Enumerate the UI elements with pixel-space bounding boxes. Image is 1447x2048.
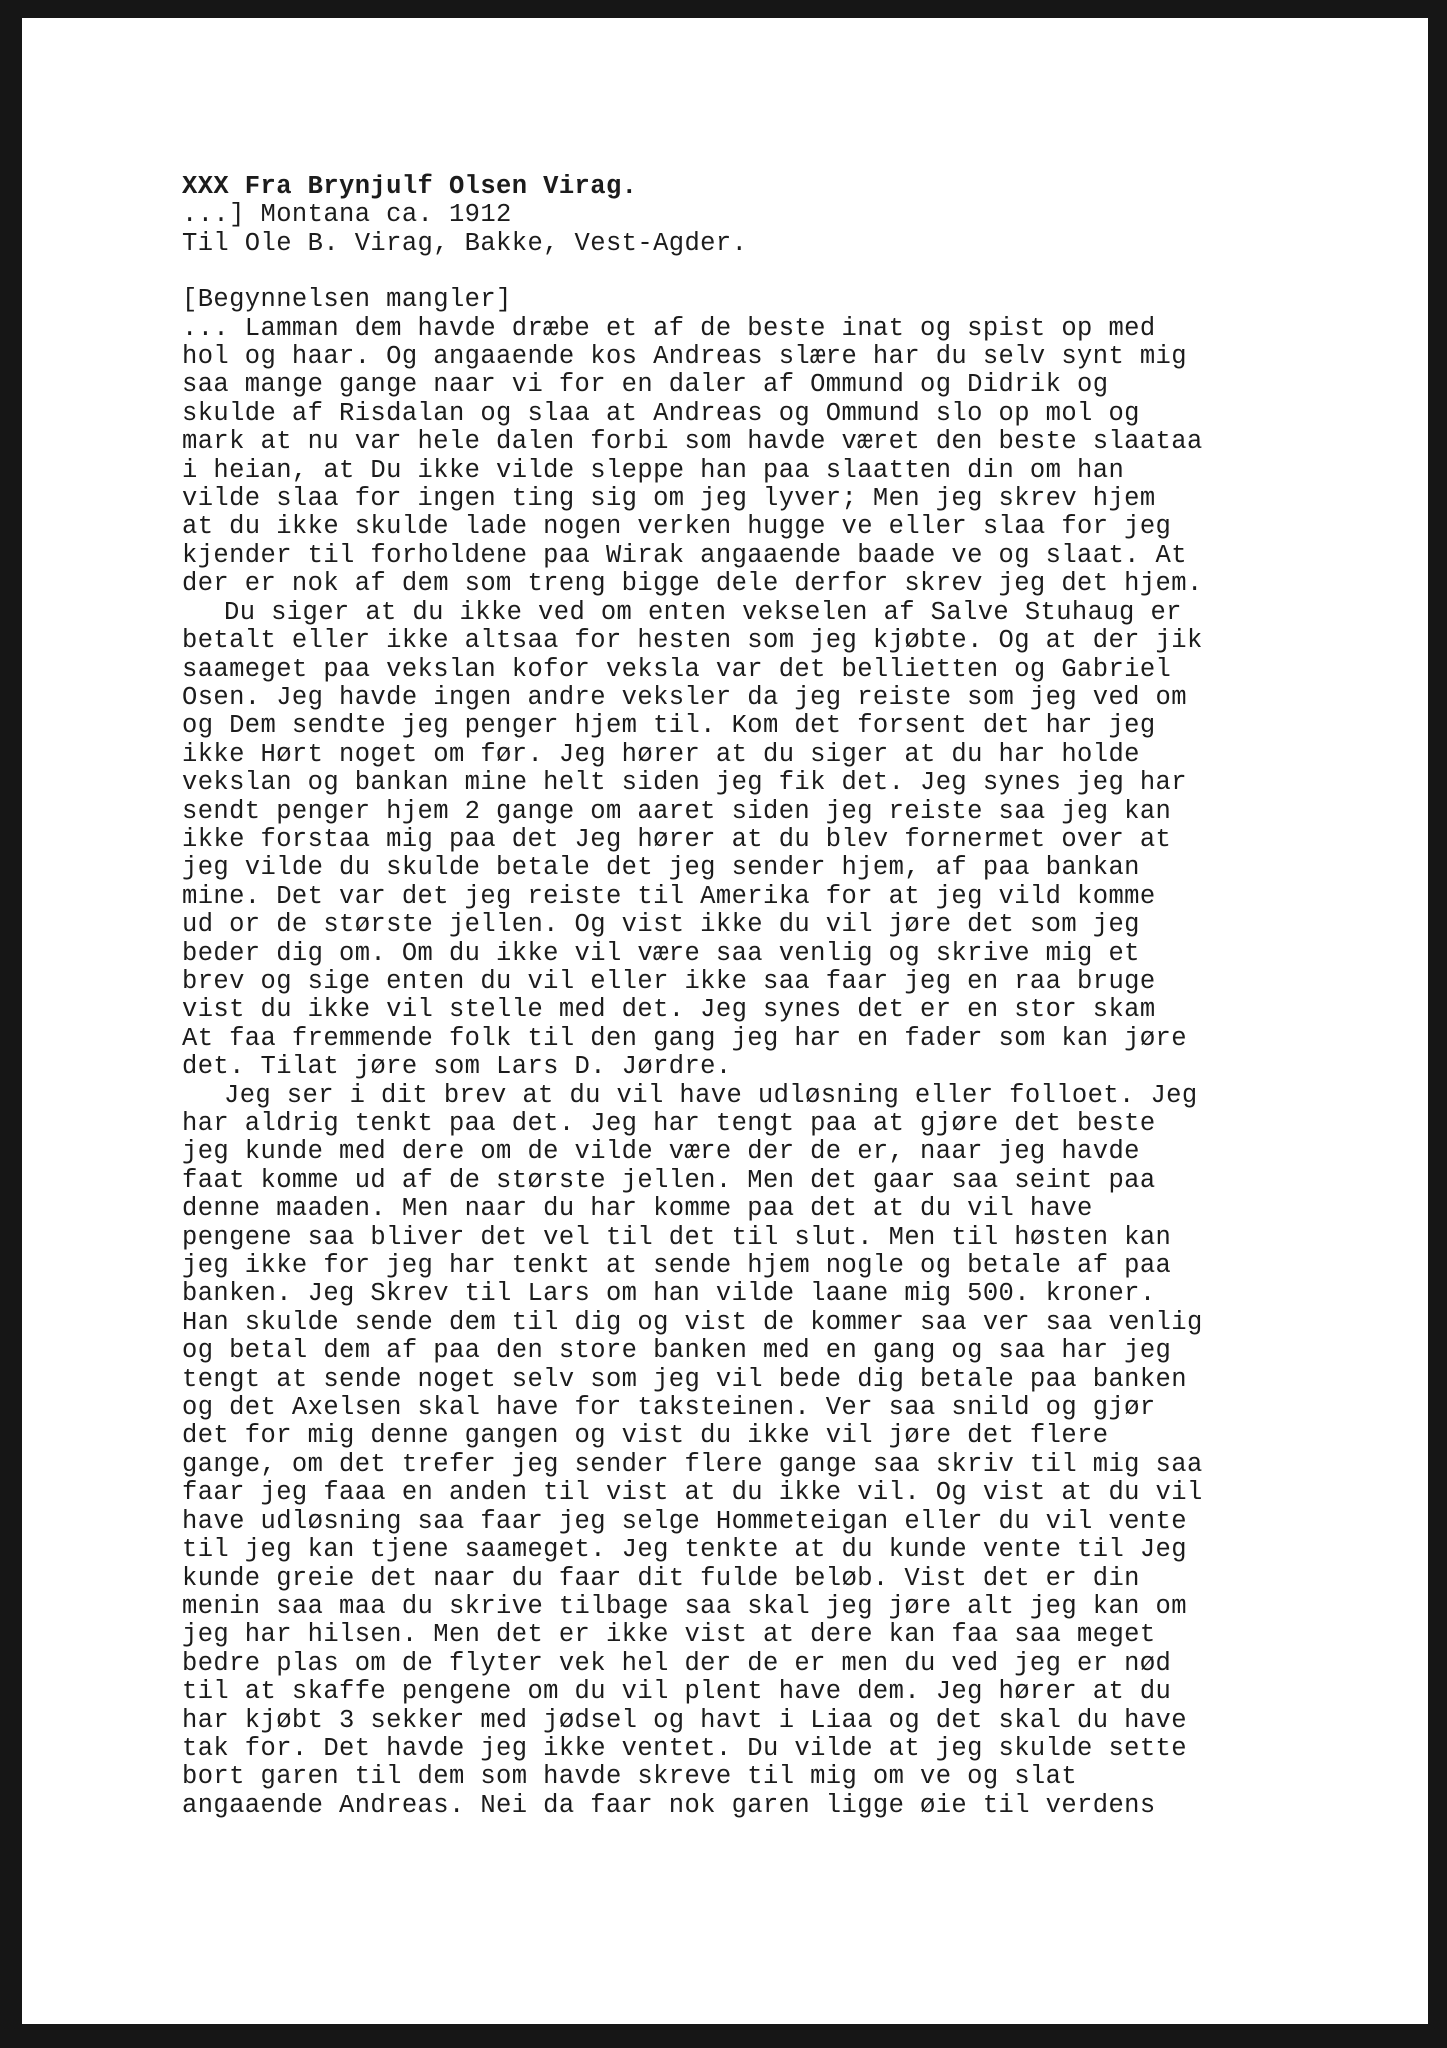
letter-line: og Dem sendte jeg penger hjem til. Kom det forsent det har jeg (182, 711, 1156, 741)
letter-line: tak for. Det havde jeg ikke ventet. Du vilde at jeg skulde sette (182, 1733, 1187, 1763)
letter-line: kunde greie det naar du faar dit fulde beløb. Vist det er din (182, 1563, 1140, 1593)
letter-title: XXX Fra Brynjulf Olsen Virag. (182, 172, 638, 201)
letter-line: At faa fremmende folk til den gang jeg har en fader som kan jøre (182, 1023, 1187, 1053)
letter-line: banken. Jeg Skrev til Lars om han vilde laane mig 500. kroner. (182, 1279, 1156, 1309)
letter-line: mark at nu var hele dalen forbi som havde været den beste slaataa (182, 427, 1203, 457)
letter-origin: ...] Montana ca. 1912 (182, 200, 512, 230)
letter-line: menin saa maa du skrive tilbage saa skal jeg jøre alt jeg kan om (182, 1591, 1187, 1621)
letter-line: vilde slaa for ingen ting sig om jeg lyver; Men jeg skrev hjem (182, 484, 1156, 514)
letter-line: denne maaden. Men naar du har komme paa det at du vil have (182, 1194, 1093, 1224)
document-page (22, 18, 1428, 2024)
letter-line: til at skaffe pengene om du vil plent have dem. Jeg hører at du (182, 1677, 1172, 1707)
letter-line: saa mange gange naar vi for en daler af Ommund og Didrik og (182, 370, 1109, 400)
letter-line: i heian, at Du ikke vilde sleppe han paa slaatten din om han (182, 455, 1125, 485)
letter-recipient: Til Ole B. Virag, Bakke, Vest-Agder. (182, 228, 748, 258)
letter-line: gange, om det trefer jeg sender flere gange saa skriv til mig saa (182, 1449, 1203, 1479)
letter-line: det. Tilat jøre som Lars D. Jørdre. (182, 1052, 732, 1082)
editorial-note: [Begynnelsen mangler] (182, 285, 512, 315)
letter-line: det for mig denne gangen og vist du ikke vil jøre det flere (182, 1421, 1109, 1451)
letter-line: vist du ikke vil stelle med det. Jeg synes det er en stor skam (182, 995, 1156, 1025)
letter-line: mine. Det var det jeg reiste til Amerika for at jeg vild komme (182, 881, 1156, 911)
letter-line: til jeg kan tjene saameget. Jeg tenkte at du kunde vente til Jeg (182, 1535, 1187, 1565)
letter-line: betalt eller ikke altsaa for hesten som jeg kjøbte. Og at der jik (182, 626, 1203, 656)
letter-line: Jeg ser i dit brev at du vil have udløsning eller folloet. Jeg (224, 1080, 1198, 1110)
letter-line: har kjøbt 3 sekker med jødsel og havt i Liaa og det skal du have (182, 1705, 1187, 1735)
letter-line: vekslan og bankan mine helt siden jeg fik det. Jeg synes jeg har (182, 768, 1187, 798)
letter-line: kjender til forholdene paa Wirak angaaende baade ve og slaat. At (182, 540, 1187, 570)
letter-line: Du siger at du ikke ved om enten vekselen af Salve Stuhaug er (224, 597, 1182, 627)
letter-line: ... Lamman dem havde dræbe et af de beste inat og spist op med (182, 313, 1156, 343)
letter-line: pengene saa bliver det vel til det til slut. Men til høsten kan (182, 1222, 1172, 1252)
letter-line: jeg kunde med dere om de vilde være der de er, naar jeg havde (182, 1137, 1140, 1167)
letter-line: Han skulde sende dem til dig og vist de kommer saa ver saa venlig (182, 1307, 1203, 1337)
letter-line: jeg ikke for jeg har tenkt at sende hjem nogle og betale af paa (182, 1251, 1172, 1281)
letter-line: ud or de største jellen. Og vist ikke du vil jøre det som jeg (182, 910, 1140, 940)
letter-line: hol og haar. Og angaaende kos Andreas slære har du selv synt mig (182, 342, 1187, 372)
letter-line: faar jeg faaa en anden til vist at du ikke vil. Og vist at du vil (182, 1478, 1203, 1508)
letter-line: og betal dem af paa den store banken med en gang og saa har jeg (182, 1336, 1172, 1366)
letter-line: har aldrig tenkt paa det. Jeg har tengt paa at gjøre det beste (182, 1109, 1156, 1138)
letter-line: tengt at sende noget selv som jeg vil bede dig betale paa banken (182, 1364, 1187, 1394)
letter-line: sendt penger hjem 2 gange om aaret siden jeg reiste saa jeg kan (182, 796, 1172, 826)
letter-line: Osen. Jeg havde ingen andre veksler da jeg reiste som jeg ved om (182, 682, 1187, 712)
letter-line: bedre plas om de flyter vek hel der de er men du ved jeg er nød (182, 1648, 1172, 1678)
letter-line: og det Axelsen skal have for taksteinen. Ver saa snild og gjør (182, 1393, 1156, 1423)
letter-line: beder dig om. Om du ikke vil være saa venlig og skrive mig et (182, 938, 1140, 968)
letter-line: saameget paa vekslan kofor veksla var det bellietten og Gabriel (182, 654, 1172, 684)
letter-line: have udløsning saa faar jeg selge Hommeteigan eller du vil vente (182, 1506, 1187, 1536)
letter-line: angaaende Andreas. Nei da faar nok garen ligge øie til verdens (182, 1790, 1156, 1820)
letter-body (182, 315, 1282, 1821)
letter-line: skulde af Risdalan og slaa at Andreas og Ommund slo op mol og (182, 398, 1140, 428)
letter-line: ikke Hørt noget om før. Jeg hører at du siger at du har holde (182, 739, 1140, 769)
letter-line: ikke forstaa mig paa det Jeg hører at du blev fornermet over at (182, 824, 1172, 854)
letter-line: bort garen til dem som havde skreve til mig om ve og slat (182, 1762, 1078, 1792)
letter-line: jeg har hilsen. Men det er ikke vist at dere kan faa saa meget (182, 1620, 1156, 1650)
letter-line: at du ikke skulde lade nogen verken hugge ve eller slaa for jeg (182, 512, 1172, 542)
letter-content (182, 173, 1282, 1820)
letter-line: der er nok af dem som treng bigge dele derfor skrev jeg det hjem. (182, 569, 1203, 599)
blank-line (182, 258, 1282, 286)
letter-line: jeg vilde du skulde betale det jeg sender hjem, af paa bankan (182, 853, 1140, 883)
letter-line: brev og sige enten du vil eller ikke saa faar jeg en raa bruge (182, 966, 1156, 996)
letter-line: faat komme ud af de største jellen. Men det gaar saa seint paa (182, 1165, 1156, 1195)
